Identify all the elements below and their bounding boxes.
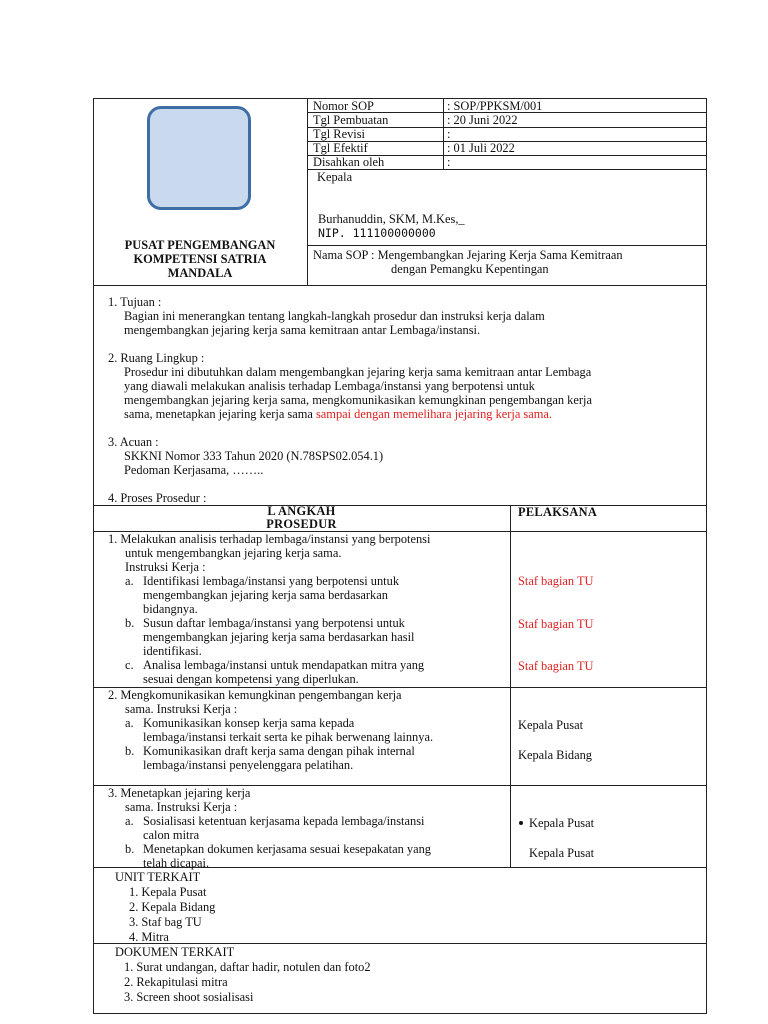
sop-name-line2: dengan Pemangku Kepentingan — [391, 262, 549, 276]
step2-title-line2: sama. Instruksi Kerja : — [125, 702, 238, 716]
step2-b-line1: Komunikasikan draft kerja sama dengan pihak internal — [143, 744, 415, 758]
step1-b-line3: identifikasi. — [143, 644, 202, 658]
acuan-line2: Pedoman Kerjasama, …….. — [124, 463, 264, 477]
step3-pelaksana-b: Kepala Pusat — [529, 846, 595, 860]
col-header-langkah-line2: PROSEDUR — [266, 517, 337, 531]
field-label-tgl-revisi: Tgl Revisi — [313, 127, 365, 141]
unit-terkait-item: 1. Kepala Pusat — [129, 885, 207, 899]
field-value-nomor-sop: : SOP/PPKSM/001 — [447, 99, 543, 113]
bullet-icon — [519, 821, 523, 825]
step2-a-line2: lembaga/instansi terkait serta ke pihak berwenang lainnya. — [143, 730, 434, 744]
step1-pelaksana-c: Staf bagian TU — [518, 659, 594, 673]
step1-a-line1: Identifikasi lembaga/instansi yang berpotensi untuk — [143, 574, 400, 588]
field-label-nomor-sop: Nomor SOP — [313, 99, 374, 113]
col-header-pelaksana: PELAKSANA — [518, 505, 598, 519]
step3-pelaksana-a: Kepala Pusat — [529, 816, 595, 830]
col-header-langkah-line1: L ANGKAH — [267, 504, 336, 518]
step3-a-line2: calon mitra — [143, 828, 200, 842]
field-value-disahkan-oleh: : — [447, 155, 451, 169]
field-value-tgl-efektif: : 01 Juli 2022 — [447, 141, 515, 155]
step2-title-line1: 2. Mengkomunikasikan kemungkinan pengembangan kerja — [108, 688, 402, 702]
sop-name-line1: Nama SOP : Mengembangkan Jejaring Kerja Sama Kemitraan — [313, 248, 623, 262]
step3-a-label: a. — [125, 814, 134, 828]
acuan-heading: 3. Acuan : — [108, 435, 159, 449]
step3-title-line2: sama. Instruksi Kerja : — [125, 800, 238, 814]
unit-terkait-item: 3. Staf bag TU — [129, 915, 202, 929]
tujuan-heading: 1. Tujuan : — [108, 295, 162, 309]
ruang-lingkup-line2: yang diawali melakukan analisis terhadap Lembaga/instansi yang berpotensi untuk — [124, 379, 535, 393]
step1-a-line3: bidangnya. — [143, 602, 198, 616]
step3-a-line1: Sosialisasi ketentuan kerjasama kepada lembaga/instansi — [143, 814, 425, 828]
step1-title-line2: untuk mengembangkan jejaring kerja sama. — [125, 546, 342, 560]
field-value-tgl-pembuatan: : 20 Juni 2022 — [447, 113, 518, 127]
step1-b-line1: Susun daftar lembaga/instansi yang berpotensi untuk — [143, 616, 405, 630]
step2-a-line1: Komunikasikan konsep kerja sama kepada — [143, 716, 355, 730]
step1-c-line2: sesuai dengan kompetensi yang diperlukan. — [143, 672, 359, 686]
approver-name: Burhanuddin, SKM, M.Kes,_ — [318, 212, 465, 226]
step3-b-label: b. — [125, 842, 135, 856]
step2-pelaksana-a: Kepala Pusat — [518, 718, 584, 732]
unit-terkait-heading: UNIT TERKAIT — [115, 870, 201, 884]
dokumen-terkait-item: 2. Rekapitulasi mitra — [124, 975, 228, 989]
tujuan-text-line2: mengembangkan jejaring kerja sama kemitraan antar Lembaga/instansi. — [124, 323, 481, 337]
approver-nip: NIP. 111100000000 — [318, 226, 436, 240]
ruang-lingkup-heading: 2. Ruang Lingkup : — [108, 351, 205, 365]
ruang-lingkup-highlight: sampai dengan memelihara jejaring kerja sama. — [315, 407, 552, 421]
step1-instruksi: Instruksi Kerja : — [125, 560, 206, 574]
ruang-lingkup-line3: mengembangkan jejaring kerja sama, mengkomunikasikan kemungkinan pengembangan kerja — [124, 393, 592, 407]
dokumen-terkait-item: 3. Screen shoot sosialisasi — [124, 990, 254, 1004]
ruang-lingkup-line1: Prosedur ini dibutuhkan dalam mengembangkan jejaring kerja sama kemitraan antar Lembaga — [124, 365, 592, 379]
step1-c-line1: Analisa lembaga/instansi untuk mendapatkan mitra yang — [143, 658, 425, 672]
dokumen-terkait-heading: DOKUMEN TERKAIT — [115, 945, 235, 959]
step1-a-label: a. — [125, 574, 134, 588]
step1-a-line2: mengembangkan jejaring kerja sama berdasarkan — [143, 588, 388, 602]
step1-pelaksana-b: Staf bagian TU — [518, 617, 594, 631]
field-value-tgl-revisi: : — [447, 127, 451, 141]
step2-b-line2: lembaga/instansi penyelenggara pelatihan. — [143, 758, 354, 772]
step1-c-label: c. — [125, 658, 134, 672]
step3-title-line1: 3. Menetapkan jejaring kerja — [108, 786, 251, 800]
step1-title-line1: 1. Melakukan analisis terhadap lembaga/instansi yang berpotensi — [108, 532, 431, 546]
step2-pelaksana-b: Kepala Bidang — [518, 748, 592, 762]
step1-pelaksana-a: Staf bagian TU — [518, 574, 594, 588]
org-name-line1: PUSAT PENGEMBANGAN — [124, 238, 276, 252]
step3-b-line2: telah dicapai. — [143, 856, 210, 870]
org-name-line2: KOMPETENSI SATRIA — [133, 252, 267, 266]
organization-logo — [147, 106, 251, 210]
field-label-tgl-pembuatan: Tgl Pembuatan — [313, 113, 389, 127]
step3-b-line1: Menetapkan dokumen kerjasama sesuai kesepakatan yang — [143, 842, 431, 856]
ruang-lingkup-line4-text: sama, menetapkan jejaring kerja sama — [124, 407, 316, 421]
step2-a-label: a. — [125, 716, 134, 730]
dokumen-terkait-item: 1. Surat undangan, daftar hadir, notulen dan foto2 — [124, 960, 371, 974]
field-label-tgl-efektif: Tgl Efektif — [313, 141, 368, 155]
step2-b-label: b. — [125, 744, 135, 758]
tujuan-text-line1: Bagian ini menerangkan tentang langkah-langkah prosedur dan instruksi kerja dalam — [124, 309, 545, 323]
unit-terkait-item: 2. Kepala Bidang — [129, 900, 216, 914]
field-label-disahkan-oleh: Disahkan oleh — [313, 155, 385, 169]
acuan-line1: SKKNI Nomor 333 Tahun 2020 (N.78SPS02.054.1) — [124, 449, 384, 463]
approver-title: Kepala — [317, 170, 353, 184]
ruang-lingkup-line4 — [124, 407, 552, 421]
step1-b-line2: mengembangkan jejaring kerja sama berdasarkan hasil — [143, 630, 415, 644]
step1-b-label: b. — [125, 616, 135, 630]
proses-prosedur-heading: 4. Proses Prosedur : — [108, 491, 207, 505]
unit-terkait-item: 4. Mitra — [129, 930, 169, 944]
org-name-line3: MANDALA — [167, 266, 233, 280]
